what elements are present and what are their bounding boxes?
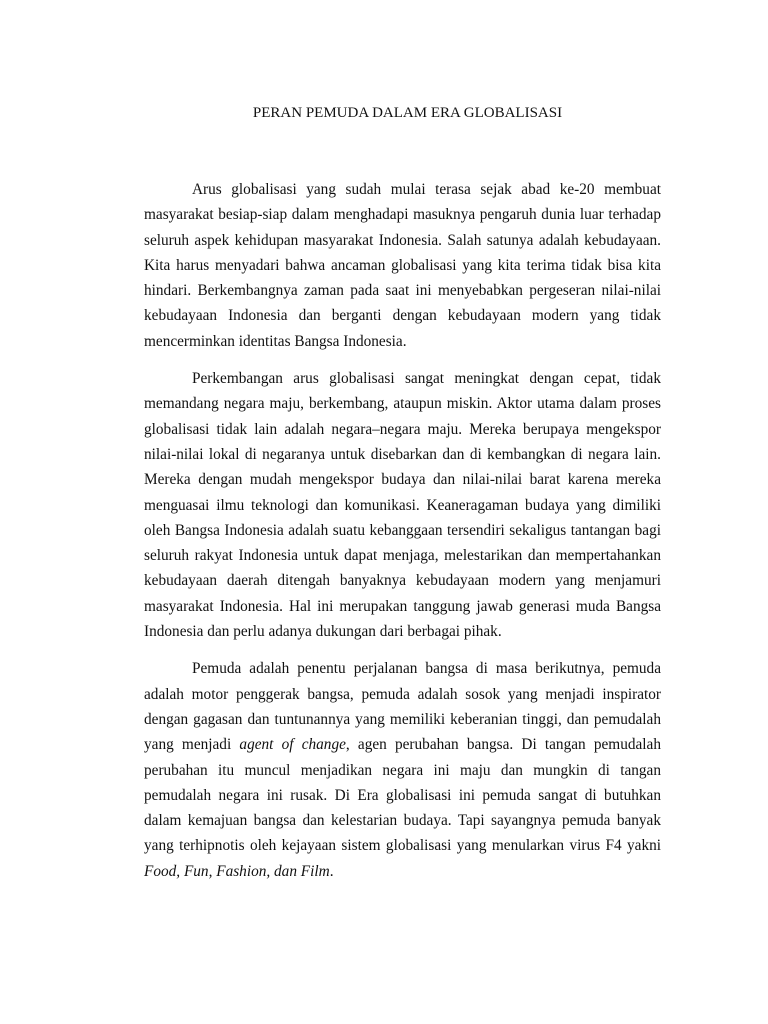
italic-text: agent of change [239, 736, 346, 754]
paragraph-text: Perkembangan arus globalisasi sangat meningkat dengan cepat, tidak memandang negara maju, berkembang, ataupun miskin. Aktor utama dalam proses globalisasi tidak lain adalah negara–negara maju. Mereka berupaya mengekspor nilai-nilai lokal di negaranya untuk disebarkan dan di kembangkan di negara lain. Mereka dengan mudah mengekspor budaya dan nilai-nilai barat karena mereka menguasai ilmu teknologi dan komunikasi. Keaneragaman budaya yang dimiliki oleh Bangsa Indonesia adalah suatu kebanggaan tersendiri sekaligus tantangan bagi seluruh rakyat Indonesia untuk dapat menjaga, melestarikan dan mempertahankan kebudayaan daerah ditengah banyaknya kebudayaan modern yang menjamuri masyarakat Indonesia. Hal ini merupakan tanggung jawab generasi muda Bangsa Indonesia dan perlu adanya dukungan dari berbagai pihak. [144, 370, 661, 641]
paragraph-text: Pemuda adalah penentu perjalanan bangsa di masa berikutnya, pemuda adalah motor penggerak bangsa, pemuda adalah sosok yang menjadi inspirator dengan gagasan dan tuntunannya yang memiliki keberanian tinggi, dan pemudalah yang menjadi [144, 660, 661, 754]
paragraph-text: , agen perubahan bangsa. Di tangan pemudalah perubahan itu muncul menjadikan negara ini maju dan mungkin di tangan pemudalah negara ini rusak. Di Era globalisasi ini pemuda sangat di butuhkan dalam kemajuan bangsa dan kelestarian budaya. Tapi sayangnya pemuda banyak yang terhipnotis oleh kejayaan sistem globalisasi yang menularkan virus F4 yakni [144, 736, 661, 855]
document-body [144, 177, 661, 884]
paragraph-text: . [329, 862, 334, 880]
body-paragraph [144, 656, 661, 884]
body-paragraph [144, 177, 661, 354]
paragraph-text: Arus globalisasi yang sudah mulai terasa sejak abad ke-20 membuat masyarakat besiap-siap dalam menghadapi masuknya pengaruh dunia luar terhadap seluruh aspek kehidupan masyarakat Indonesia. Salah satunya adalah kebudayaan. Kita harus menyadari bahwa ancaman globalisasi yang kita terima tidak bisa kita hindari. Berkembangnya zaman pada saat ini menyebabkan pergeseran nilai-nilai kebudayaan Indonesia dan berganti dengan kebudayaan modern yang tidak mencerminkan identitas Bangsa Indonesia. [144, 181, 661, 350]
body-paragraph [144, 366, 661, 644]
document-title: PERAN PEMUDA DALAM ERA GLOBALISASI [252, 105, 563, 121]
italic-text: Food, Fun, Fashion, dan Film [144, 862, 330, 880]
